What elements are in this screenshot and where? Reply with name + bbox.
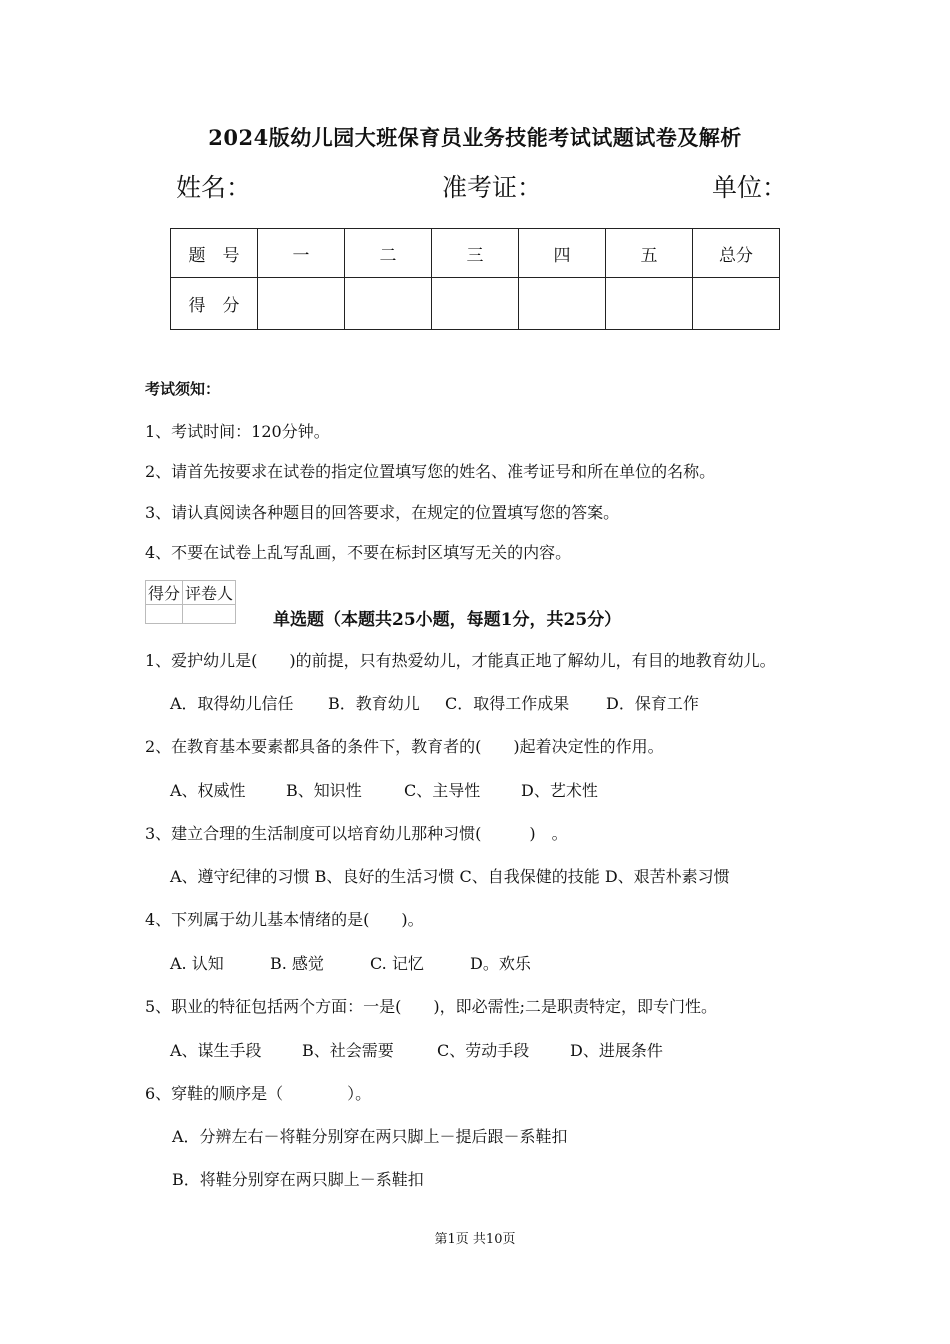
question-option: D。欢乐 (470, 954, 531, 973)
grader-box (145, 580, 236, 624)
score-table-cell: 三 (432, 229, 519, 278)
score-table-cell: 五 (606, 229, 693, 278)
question-option: B、社会需要 (302, 1041, 394, 1060)
question-option: A、遵守纪律的习惯 B、良好的生活习惯 C、自我保健的技能 D、艰苦朴素习惯 (170, 867, 730, 886)
question-text: 5、职业的特征包括两个方面：一是( )，即必需性;二是职责特定，即专门性。 (145, 997, 718, 1016)
score-table-score-row (171, 278, 780, 330)
score-input-cell[interactable] (432, 278, 519, 330)
question-option: B．将鞋分别穿在两只脚上－系鞋扣 (172, 1170, 424, 1189)
question-option: C、劳动手段 (437, 1041, 530, 1060)
score-table-cell: 四 (519, 229, 606, 278)
question-option: A．分辨左右－将鞋分别穿在两只脚上－提后跟－系鞋扣 (172, 1127, 568, 1146)
page-title: 2024版幼儿园大班保育员业务技能考试试题试卷及解析 (208, 125, 742, 150)
notice-item: 2、请首先按要求在试卷的指定位置填写您的姓名、准考证号和所在单位的名称。 (145, 462, 716, 481)
question-option: C. 记忆 (370, 954, 424, 973)
score-table-cell: 得 分 (171, 278, 258, 330)
section-title: 单选题（本题共25小题，每题1分，共25分） (273, 610, 622, 630)
score-input-cell[interactable] (606, 278, 693, 330)
question-option: C．取得工作成果 (445, 694, 570, 713)
score-input-cell[interactable] (258, 278, 345, 330)
question-option: A、谋生手段 (170, 1041, 262, 1060)
grader-score-cell[interactable] (146, 605, 183, 624)
grader-score-label: 得分 (146, 581, 183, 605)
question-option: B、知识性 (286, 781, 362, 800)
notice-heading: 考试须知： (145, 380, 221, 398)
question-option: A．取得幼儿信任 (170, 694, 294, 713)
question-option: B．教育幼儿 (328, 694, 420, 713)
score-table (170, 228, 780, 330)
score-table-cell: 二 (345, 229, 432, 278)
question-option: D、进展条件 (570, 1041, 663, 1060)
score-table-cell: 总分 (693, 229, 780, 278)
question-option: D．保育工作 (606, 694, 699, 713)
question-text: 3、建立合理的生活制度可以培育幼儿那种习惯( ) 。 (145, 824, 568, 843)
unit-field-label: 单位： (712, 173, 788, 202)
score-table-cell: 题 号 (171, 229, 258, 278)
question-text: 1、爱护幼儿是( )的前提，只有热爱幼儿，才能真正地了解幼儿，有目的地教育幼儿。 (145, 651, 776, 670)
question-option: D、艺术性 (521, 781, 598, 800)
notice-item: 3、请认真阅读各种题目的回答要求，在规定的位置填写您的答案。 (145, 503, 620, 522)
notice-item: 4、不要在试卷上乱写乱画，不要在标封区填写无关的内容。 (145, 543, 572, 562)
question-option: C、主导性 (404, 781, 481, 800)
score-input-cell[interactable] (519, 278, 606, 330)
page-footer: 第1页 共10页 (434, 1232, 516, 1247)
candidate-fields (0, 168, 950, 208)
question-text: 4、下列属于幼儿基本情绪的是( )。 (145, 910, 424, 929)
score-table-header-row (171, 229, 780, 278)
name-field-label: 姓名： (176, 173, 252, 202)
question-option: A、权威性 (170, 781, 246, 800)
question-text: 2、在教育基本要素都具备的条件下，教育者的( )起着决定性的作用。 (145, 737, 664, 756)
notice-item: 1、考试时间：120分钟。 (145, 422, 330, 441)
score-table-cell: 一 (258, 229, 345, 278)
grader-reviewer-cell[interactable] (183, 605, 236, 624)
question-text: 6、穿鞋的顺序是（ ）。 (145, 1084, 372, 1103)
score-input-cell[interactable] (693, 278, 780, 330)
question-option: A. 认知 (170, 954, 224, 973)
question-option: B. 感觉 (270, 954, 324, 973)
score-input-cell[interactable] (345, 278, 432, 330)
exam-number-field-label: 准考证： (442, 173, 543, 202)
grader-reviewer-label: 评卷人 (183, 581, 236, 605)
